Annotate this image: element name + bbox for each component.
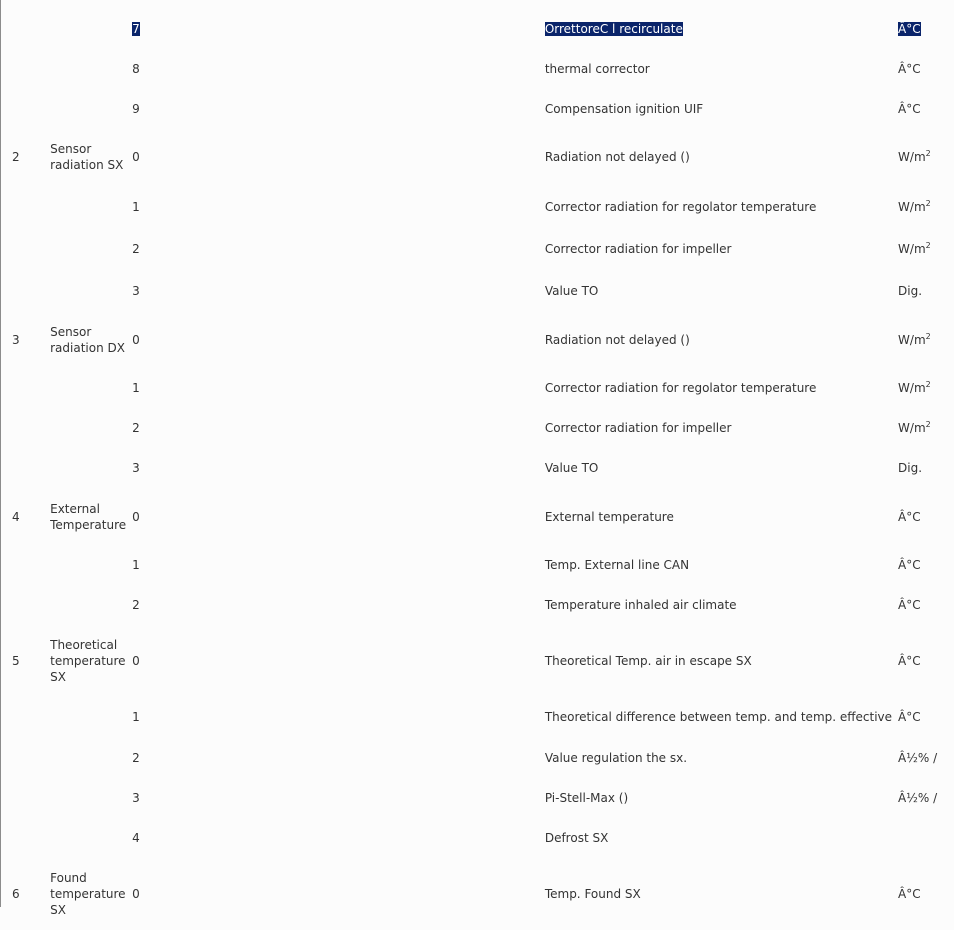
unit-cell	[895, 185, 954, 228]
unit-exponent: 2	[925, 420, 931, 429]
group-number-cell-text: 2	[12, 150, 20, 164]
channel-number-cell-text: 4	[132, 831, 140, 845]
channel-number-cell-text: 3	[132, 461, 140, 475]
group-number-cell	[9, 625, 47, 697]
table-row	[9, 488, 954, 545]
channel-number-cell-text: 1	[132, 380, 140, 395]
unit-cell-text: Â°C	[898, 558, 921, 572]
channel-number-cell	[129, 858, 542, 930]
channel-number-cell-text: 0	[132, 654, 140, 668]
description-cell-text: Corrector radiation for regolator temperature	[544, 380, 817, 395]
group-number-cell	[9, 367, 47, 408]
channel-number-cell-text: 0	[132, 509, 140, 524]
unit-cell-text: Â½% /	[898, 750, 938, 765]
group-number-cell	[9, 89, 47, 129]
description-cell	[542, 312, 895, 367]
unit-cell-text: $W/m^2$	[898, 331, 931, 347]
description-cell	[542, 448, 895, 488]
unit-exponent: 2	[925, 331, 931, 341]
unit-cell-text: Â°C	[898, 654, 921, 668]
description-cell-text: OrrettoreC l recirculate	[544, 22, 683, 36]
unit-cell-text: Dig.	[898, 461, 923, 475]
table-row	[9, 312, 954, 367]
group-name-cell	[47, 312, 129, 367]
description-cell	[542, 185, 895, 228]
group-name-cell-text: Sensor radiation SX	[50, 142, 124, 172]
channel-number-cell	[129, 448, 542, 488]
unit-cell-text: $W/m^2$	[898, 149, 931, 164]
description-cell-text: Pi-Stell-Max ()	[544, 791, 629, 805]
group-name-cell-text: Found temperature SX	[50, 871, 126, 917]
unit-cell	[895, 778, 954, 818]
table-row	[9, 270, 954, 312]
group-number-cell	[9, 818, 47, 858]
table-row	[9, 448, 954, 488]
description-cell	[542, 858, 895, 930]
group-name-cell	[47, 408, 129, 448]
unit-cell	[895, 448, 954, 488]
channel-number-cell	[129, 778, 542, 818]
channel-number-cell	[129, 49, 542, 89]
table-row	[9, 858, 954, 930]
unit-cell-text: $W/m^2$	[898, 420, 931, 435]
group-name-cell	[47, 129, 129, 185]
group-name-cell	[47, 89, 129, 129]
unit-cell-text: Â°C	[898, 887, 921, 901]
description-cell	[542, 270, 895, 312]
group-number-cell	[9, 585, 47, 625]
table-row	[9, 367, 954, 408]
description-cell-text: Theoretical Temp. air in escape SX	[544, 654, 752, 668]
description-cell	[542, 488, 895, 545]
description-cell-text: Radiation not delayed ()	[544, 150, 690, 164]
channel-number-cell	[129, 488, 542, 545]
description-cell-text: Corrector radiation for regolator temperature	[544, 199, 817, 214]
group-number-cell-text: 3	[12, 332, 20, 347]
description-cell	[542, 129, 895, 185]
channel-number-cell-text: 1	[132, 199, 140, 214]
channel-number-cell-text: 1	[132, 710, 140, 724]
channel-number-cell-text: 7	[132, 22, 140, 36]
unit-cell	[895, 818, 954, 858]
unit-cell	[895, 408, 954, 448]
description-cell-text: Temperature inhaled air climate	[544, 598, 737, 612]
group-number-cell	[9, 270, 47, 312]
group-name-cell-text: External Temperature	[50, 501, 127, 532]
table-row	[9, 737, 954, 778]
channel-number-cell	[129, 818, 542, 858]
channel-number-cell	[129, 185, 542, 228]
group-number-cell-text: 4	[12, 509, 20, 524]
channel-number-cell-text: 0	[132, 150, 140, 164]
group-name-cell	[47, 488, 129, 545]
group-name-cell	[47, 448, 129, 488]
group-number-cell-text: 6	[12, 887, 20, 901]
group-name-cell	[47, 367, 129, 408]
measuring-blocks-table	[9, 9, 954, 930]
channel-number-cell	[129, 625, 542, 697]
unit-cell-text: $W/m^2$	[898, 379, 931, 395]
table-row	[9, 9, 954, 49]
unit-exponent: 2	[925, 241, 931, 250]
description-cell	[542, 545, 895, 585]
unit-cell-text: Â°C	[898, 22, 921, 36]
group-number-cell	[9, 129, 47, 185]
description-cell	[542, 778, 895, 818]
unit-cell	[895, 488, 954, 545]
group-number-cell	[9, 9, 47, 49]
channel-number-cell	[129, 697, 542, 737]
unit-cell	[895, 9, 954, 49]
description-cell-text: Theoretical difference between temp. and temp. effective	[544, 710, 893, 724]
unit-cell	[895, 89, 954, 129]
table-row	[9, 129, 954, 185]
description-cell	[542, 408, 895, 448]
unit-cell	[895, 270, 954, 312]
description-cell	[542, 9, 895, 49]
unit-cell	[895, 697, 954, 737]
description-cell-text: Value regulation the sx.	[544, 750, 688, 765]
group-name-cell	[47, 585, 129, 625]
channel-number-cell	[129, 129, 542, 185]
description-cell-text: Compensation ignition UIF	[544, 102, 704, 116]
group-name-cell	[47, 818, 129, 858]
unit-cell-text: Â½% /	[898, 791, 938, 805]
channel-number-cell-text: 3	[132, 284, 140, 298]
unit-cell-text: Â°C	[898, 62, 921, 76]
channel-number-cell	[129, 585, 542, 625]
group-number-cell-text: 5	[12, 654, 20, 668]
description-cell-text: Temp. External line CAN	[544, 558, 690, 572]
description-cell	[542, 818, 895, 858]
channel-number-cell-text: 2	[132, 421, 140, 435]
unit-cell-text: Â°C	[898, 598, 921, 612]
description-cell	[542, 737, 895, 778]
table-row	[9, 89, 954, 129]
table-row	[9, 545, 954, 585]
channel-number-cell	[129, 367, 542, 408]
channel-number-cell	[129, 228, 542, 270]
group-name-cell-text: Theoretical temperature SX	[50, 638, 126, 684]
group-number-cell	[9, 488, 47, 545]
description-cell-text: External temperature	[544, 509, 674, 524]
table-row	[9, 49, 954, 89]
description-cell	[542, 49, 895, 89]
group-name-cell	[47, 9, 129, 49]
channel-number-cell-text: 3	[132, 791, 140, 805]
table-row	[9, 697, 954, 737]
unit-exponent: 2	[925, 198, 931, 208]
group-number-cell	[9, 545, 47, 585]
unit-cell	[895, 545, 954, 585]
description-cell	[542, 367, 895, 408]
channel-number-cell	[129, 737, 542, 778]
group-name-cell	[47, 49, 129, 89]
unit-cell	[895, 585, 954, 625]
description-cell	[542, 697, 895, 737]
group-number-cell	[9, 408, 47, 448]
table-row	[9, 778, 954, 818]
group-name-cell	[47, 185, 129, 228]
table-row	[9, 818, 954, 858]
group-name-cell	[47, 858, 129, 930]
channel-number-cell-text: 0	[132, 887, 140, 901]
unit-cell-text: Â°C	[898, 102, 921, 116]
table-row	[9, 408, 954, 448]
unit-cell-text: $W/m^2$	[898, 198, 931, 214]
group-number-cell	[9, 312, 47, 367]
channel-number-cell	[129, 89, 542, 129]
table-row	[9, 228, 954, 270]
description-cell	[542, 625, 895, 697]
unit-cell-text: Dig.	[898, 284, 923, 298]
group-number-cell	[9, 228, 47, 270]
description-cell	[542, 228, 895, 270]
group-name-cell	[47, 625, 129, 697]
unit-cell-text: $W/m^2$	[898, 241, 931, 256]
channel-number-cell	[129, 312, 542, 367]
channel-number-cell	[129, 545, 542, 585]
description-cell-text: Corrector radiation for impeller	[544, 242, 732, 256]
unit-cell	[895, 129, 954, 185]
group-number-cell	[9, 737, 47, 778]
description-cell-text: Value TO	[544, 461, 599, 475]
unit-exponent: 2	[925, 379, 931, 389]
group-name-cell	[47, 778, 129, 818]
description-cell-text: Radiation not delayed ()	[544, 332, 690, 347]
channel-number-cell	[129, 9, 542, 49]
channel-number-cell-text: 2	[132, 750, 140, 765]
group-name-cell	[47, 270, 129, 312]
description-cell-text: thermal corrector	[544, 62, 650, 76]
group-number-cell	[9, 858, 47, 930]
channel-number-cell-text: 9	[132, 102, 140, 116]
description-cell-text: Temp. Found SX	[544, 887, 641, 901]
description-cell-text: Corrector radiation for impeller	[544, 421, 732, 435]
group-number-cell	[9, 778, 47, 818]
unit-cell	[895, 367, 954, 408]
table-row	[9, 585, 954, 625]
table-row	[9, 625, 954, 697]
channel-number-cell-text: 8	[132, 62, 140, 76]
description-cell	[542, 585, 895, 625]
description-cell	[542, 89, 895, 129]
table-body	[9, 9, 954, 930]
group-number-cell	[9, 697, 47, 737]
channel-number-cell-text: 0	[132, 332, 140, 347]
group-name-cell-text: Sensor radiation DX	[50, 324, 125, 355]
group-name-cell	[47, 697, 129, 737]
group-name-cell	[47, 545, 129, 585]
channel-number-cell	[129, 408, 542, 448]
table-row	[9, 185, 954, 228]
description-cell-text: Value TO	[544, 284, 599, 298]
group-number-cell	[9, 448, 47, 488]
description-cell-text: Defrost SX	[544, 831, 609, 845]
channel-number-cell-text: 2	[132, 242, 140, 256]
group-number-cell	[9, 185, 47, 228]
unit-cell-text: Â°C	[898, 509, 921, 524]
unit-exponent: 2	[925, 149, 931, 158]
group-name-cell	[47, 737, 129, 778]
unit-cell	[895, 312, 954, 367]
channel-number-cell	[129, 270, 542, 312]
unit-cell	[895, 228, 954, 270]
unit-cell	[895, 737, 954, 778]
unit-cell	[895, 625, 954, 697]
unit-cell-text: Â°C	[898, 710, 921, 724]
group-number-cell	[9, 49, 47, 89]
channel-number-cell-text: 1	[132, 558, 140, 572]
group-name-cell	[47, 228, 129, 270]
unit-cell	[895, 858, 954, 930]
unit-cell	[895, 49, 954, 89]
channel-number-cell-text: 2	[132, 598, 140, 612]
